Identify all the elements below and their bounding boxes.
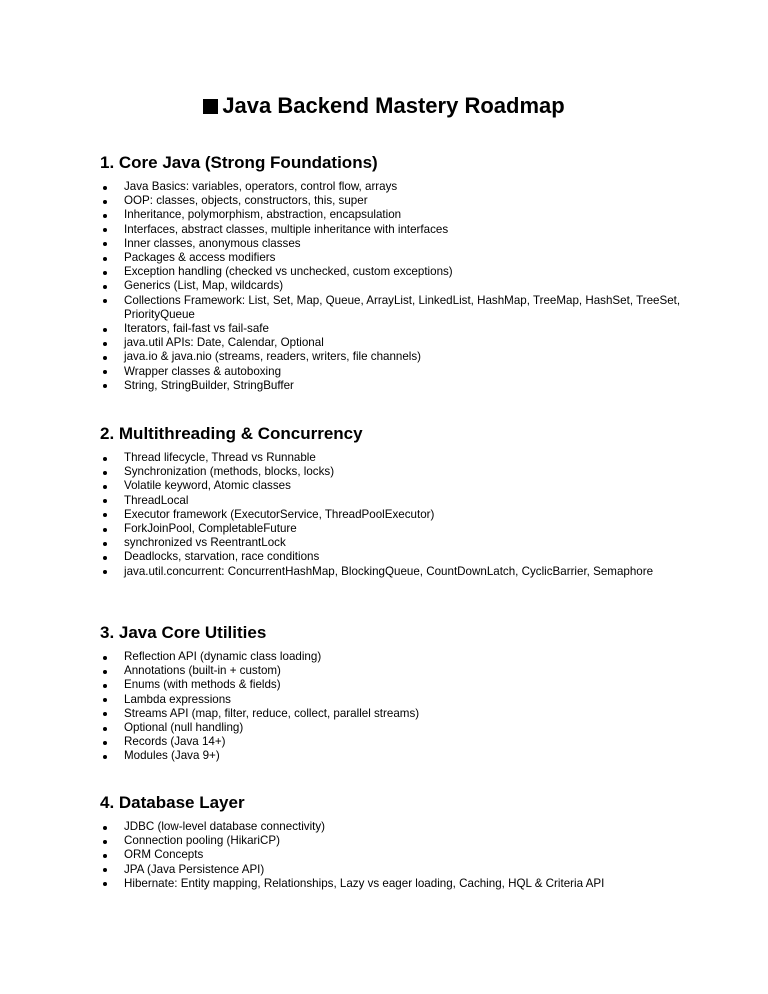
bullet-icon	[103, 384, 107, 388]
list-item-text: Interfaces, abstract classes, multiple inheritance with interfaces	[124, 222, 449, 236]
bullet-icon	[103, 228, 107, 232]
bullet-icon	[103, 741, 107, 745]
bullet-icon	[103, 370, 107, 374]
list-item-text: Records (Java 14+)	[124, 735, 226, 749]
list-item-text: Collections Framework: List, Set, Map, Queue, ArrayList, LinkedList, HashMap, TreeMap, HashSet, TreeSet, PriorityQueue	[124, 293, 681, 321]
bullet-icon	[103, 471, 107, 475]
bullet-list	[100, 180, 700, 393]
list-item-text: JPA (Java Persistence API)	[124, 862, 265, 876]
list-item	[100, 877, 700, 891]
bullet-icon	[103, 698, 107, 702]
bullet-icon	[103, 684, 107, 688]
list-item-text: Synchronization (methods, blocks, locks)	[124, 465, 335, 479]
list-item	[100, 693, 700, 707]
bullet-icon	[103, 457, 107, 461]
list-item-text: ThreadLocal	[124, 493, 189, 507]
list-item-text: Exception handling (checked vs unchecked, custom exceptions)	[124, 265, 453, 279]
list-item	[100, 237, 700, 251]
list-item	[100, 848, 700, 862]
section-heading: 1. Core Java (Strong Foundations)	[100, 153, 378, 172]
bullet-icon	[103, 299, 107, 303]
list-item	[100, 735, 700, 749]
list-item-text: Connection pooling (HikariCP)	[124, 834, 280, 848]
list-item-text: Optional (null handling)	[124, 721, 244, 735]
list-item	[100, 294, 700, 322]
bullet-icon	[103, 868, 107, 872]
section-database-layer	[100, 793, 700, 891]
list-item	[100, 522, 700, 536]
bullet-icon	[103, 499, 107, 503]
list-item	[100, 451, 700, 465]
list-item-text: Thread lifecycle, Thread vs Runnable	[124, 451, 316, 464]
bullet-icon	[103, 485, 107, 489]
bullet-icon	[103, 186, 107, 190]
bullet-icon	[103, 542, 107, 546]
bullet-icon	[103, 840, 107, 844]
list-item	[100, 251, 700, 265]
bullet-icon	[103, 513, 107, 517]
list-item	[100, 379, 700, 393]
list-item	[100, 550, 700, 564]
list-item	[100, 820, 700, 834]
list-item	[100, 265, 700, 279]
list-item	[100, 479, 700, 493]
bullet-icon	[103, 342, 107, 346]
bullet-list	[100, 650, 700, 764]
bullet-icon	[103, 712, 107, 716]
list-item-text: Wrapper classes & autoboxing	[124, 364, 282, 378]
section-core-utilities	[100, 623, 700, 764]
bullet-icon	[103, 200, 107, 204]
bullet-icon	[103, 271, 107, 275]
list-item-text: Hibernate: Entity mapping, Relationships, Lazy vs eager loading, Caching, HQL & Criteria API	[124, 876, 605, 890]
list-item	[100, 365, 700, 379]
list-item	[100, 350, 700, 364]
list-item	[100, 721, 700, 735]
list-item	[100, 650, 700, 664]
bullet-icon	[103, 214, 107, 218]
list-item-text: Deadlocks, starvation, race conditions	[124, 550, 320, 564]
bullet-list	[100, 820, 700, 891]
list-item	[100, 536, 700, 550]
list-item	[100, 279, 700, 293]
bullet-icon	[103, 257, 107, 261]
list-item	[100, 508, 700, 522]
square-icon	[203, 99, 218, 114]
bullet-icon	[103, 242, 107, 246]
list-item-text: Streams API (map, filter, reduce, collect, parallel streams)	[124, 706, 420, 720]
bullet-icon	[103, 656, 107, 660]
list-item	[100, 180, 700, 194]
list-item-text: Executor framework (ExecutorService, ThreadPoolExecutor)	[124, 507, 435, 521]
bullet-icon	[103, 826, 107, 830]
bullet-icon	[103, 356, 107, 360]
list-item	[100, 664, 700, 678]
bullet-icon	[103, 328, 107, 332]
list-item	[100, 565, 700, 579]
list-item-text: Packages & access modifiers	[124, 251, 276, 265]
list-item-text: Inheritance, polymorphism, abstraction, encapsulation	[124, 208, 402, 222]
list-item-text: synchronized vs ReentrantLock	[124, 536, 286, 550]
bullet-icon	[103, 755, 107, 759]
list-item	[100, 834, 700, 848]
document-title	[0, 93, 768, 119]
list-item	[100, 322, 700, 336]
list-item-text: java.util APIs: Date, Calendar, Optional	[124, 336, 324, 350]
section-heading: 2. Multithreading & Concurrency	[100, 424, 363, 443]
bullet-icon	[103, 670, 107, 674]
list-item	[100, 336, 700, 350]
list-item-text: Modules (Java 9+)	[124, 749, 220, 763]
bullet-icon	[103, 528, 107, 532]
list-item-text: java.util.concurrent: ConcurrentHashMap, BlockingQueue, CountDownLatch, CyclicBarrier, Semaphore	[124, 564, 654, 578]
bullet-icon	[103, 570, 107, 574]
list-item	[100, 749, 700, 763]
list-item-text: String, StringBuilder, StringBuffer	[124, 378, 294, 392]
list-item-text: ForkJoinPool, CompletableFuture	[124, 522, 297, 536]
list-item-text: Java Basics: variables, operators, control flow, arrays	[124, 180, 398, 193]
list-item	[100, 863, 700, 877]
list-item-text: Iterators, fail-fast vs fail-safe	[124, 322, 269, 336]
list-item	[100, 494, 700, 508]
bullet-icon	[103, 556, 107, 560]
list-item-text: Enums (with methods & fields)	[124, 678, 281, 692]
section-multithreading	[100, 424, 700, 579]
bullet-icon	[103, 285, 107, 289]
list-item	[100, 208, 700, 222]
list-item	[100, 194, 700, 208]
list-item-text: Lambda expressions	[124, 692, 231, 706]
list-item-text: Reflection API (dynamic class loading)	[124, 650, 322, 663]
document-title-text: Java Backend Mastery Roadmap	[222, 93, 565, 118]
list-item-text: Volatile keyword, Atomic classes	[124, 479, 291, 493]
list-item-text: ORM Concepts	[124, 848, 204, 862]
section-heading: 3. Java Core Utilities	[100, 623, 267, 642]
list-item-text: Annotations (built-in + custom)	[124, 664, 281, 678]
list-item-text: OOP: classes, objects, constructors, this, super	[124, 194, 368, 208]
bullet-icon	[103, 727, 107, 731]
section-heading: 4. Database Layer	[100, 793, 245, 812]
list-item	[100, 223, 700, 237]
bullet-list	[100, 451, 700, 579]
bullet-icon	[103, 854, 107, 858]
list-item-text: Generics (List, Map, wildcards)	[124, 279, 284, 293]
list-item	[100, 678, 700, 692]
list-item-text: java.io & java.nio (streams, readers, writers, file channels)	[124, 350, 422, 364]
list-item	[100, 707, 700, 721]
list-item-text: Inner classes, anonymous classes	[124, 236, 301, 250]
list-item-text: JDBC (low-level database connectivity)	[124, 820, 326, 833]
list-item	[100, 465, 700, 479]
section-core-java	[100, 153, 700, 393]
bullet-icon	[103, 882, 107, 886]
